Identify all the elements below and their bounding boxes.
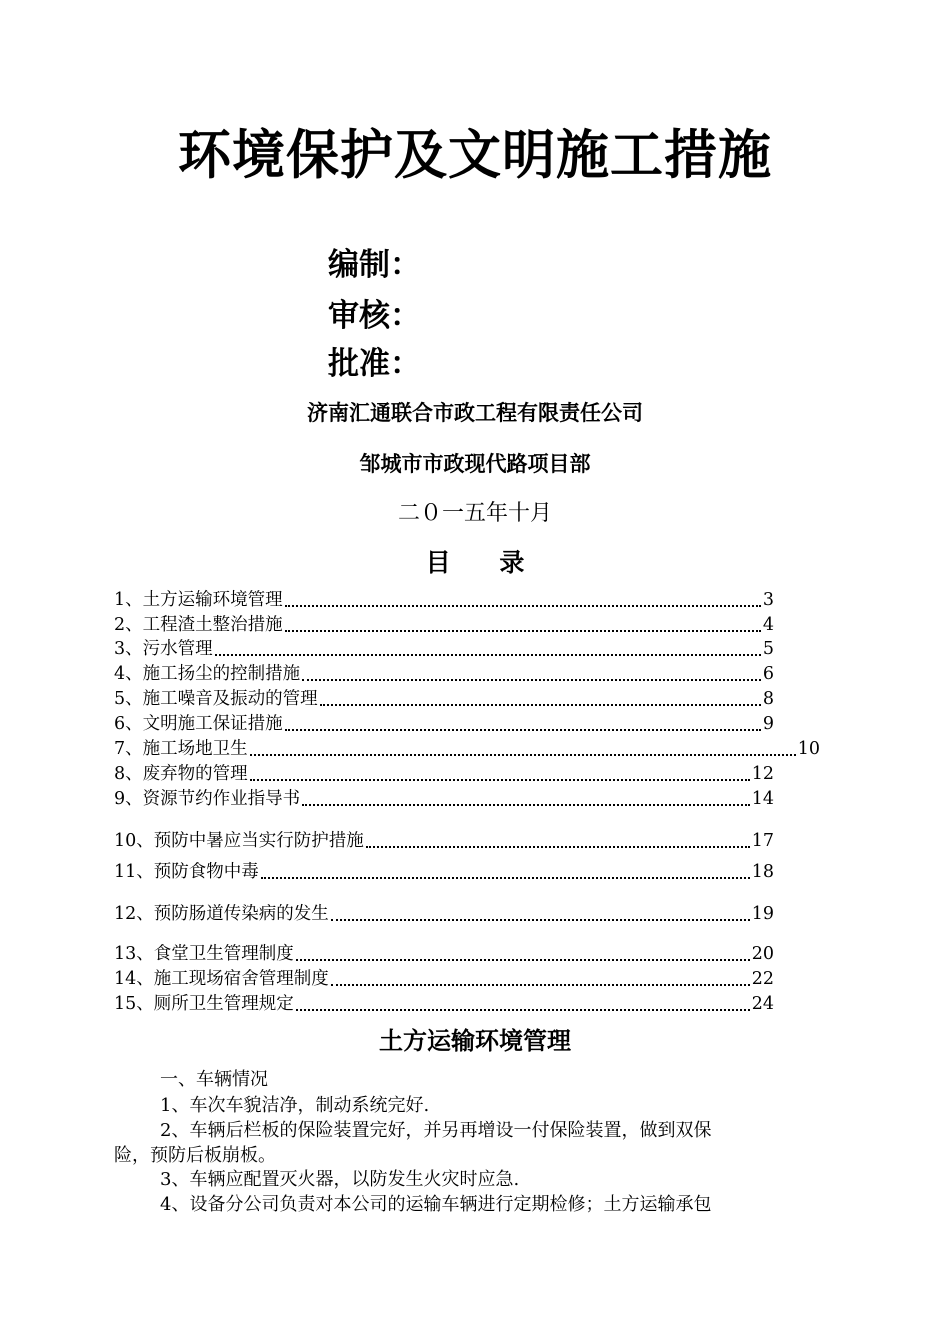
paragraph-line: 4、设备分公司负责对本公司的运输车辆进行定期检修；土方运输承包	[160, 1194, 712, 1215]
toc-entry-label: 9、资源节约作业指导书	[114, 789, 301, 809]
toc-entry-page: 3	[762, 590, 774, 610]
toc-entry[interactable]	[114, 860, 774, 884]
toc-entry-page: 12	[751, 764, 774, 784]
toc-leader-dots	[302, 667, 761, 681]
toc-entry-page: 6	[762, 664, 774, 684]
toc-entry-page: 14	[751, 789, 774, 809]
toc-entry-label: 15、厕所卫生管理规定	[114, 994, 294, 1014]
toc-leader-dots	[302, 792, 750, 806]
toc-entry[interactable]	[114, 662, 774, 686]
toc-entry-label: 8、废弃物的管理	[114, 764, 248, 784]
toc-entry-label: 12、预防肠道传染病的发生	[114, 904, 329, 924]
toc-entry-label: 6、文明施工保证措施	[114, 714, 283, 734]
toc-entry-label: 1、土方运输环境管理	[114, 590, 283, 610]
toc-entry[interactable]	[114, 902, 774, 926]
toc-leader-dots	[250, 767, 750, 781]
paragraph-line: 1、车次车貌洁净，制动系统完好.	[160, 1095, 430, 1116]
signature-compiled-label: 编制：	[328, 247, 421, 283]
toc-entry[interactable]	[114, 737, 820, 761]
toc-leader-dots	[296, 947, 750, 961]
toc-entry[interactable]	[114, 712, 774, 736]
toc-entry-label: 5、施工噪音及振动的管理	[114, 689, 318, 709]
paragraph-line: 险，预防后板崩板。	[114, 1145, 276, 1166]
toc-leader-dots	[215, 642, 761, 656]
toc-entry[interactable]	[114, 829, 774, 853]
toc-entry-label: 11、预防食物中毒	[114, 862, 259, 882]
toc-heading: 目 录	[425, 548, 525, 577]
toc-leader-dots	[250, 742, 796, 756]
toc-entry-label: 10、预防中暑应当实行防护措施	[114, 831, 364, 851]
toc-entry-page: 5	[762, 639, 774, 659]
toc-entry[interactable]	[114, 637, 774, 661]
toc-entry-page: 9	[762, 714, 774, 734]
toc-entry-label: 13、食堂卫生管理制度	[114, 944, 294, 964]
toc-entry-label: 14、施工现场宿舍管理制度	[114, 969, 329, 989]
toc-entry[interactable]	[114, 942, 774, 966]
toc-entry-label: 7、施工场地卫生	[114, 739, 248, 759]
toc-entry-label: 2、工程渣土整治措施	[114, 615, 283, 635]
toc-entry-page: 17	[751, 831, 774, 851]
toc-leader-dots	[331, 972, 750, 986]
toc-entry-page: 8	[762, 689, 774, 709]
toc-leader-dots	[320, 692, 761, 706]
toc-entry[interactable]	[114, 588, 774, 612]
toc-leader-dots	[285, 593, 761, 607]
toc-entry-label: 3、污水管理	[114, 639, 213, 659]
paragraph-line: 3、车辆应配置灭火器，以防发生火灾时应急.	[160, 1169, 520, 1190]
signature-reviewed-label: 审核：	[328, 298, 421, 334]
toc-entry-page: 4	[762, 615, 774, 635]
toc-entry-label: 4、施工扬尘的控制措施	[114, 664, 301, 684]
document-date: 二０一五年十月	[397, 501, 552, 526]
section-heading: 土方运输环境管理	[379, 1027, 571, 1055]
toc-entry-page: 20	[751, 944, 774, 964]
toc-leader-dots	[285, 618, 761, 632]
toc-entry-page: 19	[751, 904, 774, 924]
toc-leader-dots	[331, 907, 750, 921]
toc-entry-page: 10	[797, 739, 820, 759]
toc-leader-dots	[261, 865, 750, 879]
toc-entry[interactable]	[114, 967, 774, 991]
paragraph-line: 2、车辆后栏板的保险装置完好，并另再增设一付保险装置，做到双保	[160, 1120, 712, 1141]
document-title: 环境保护及文明施工措施	[178, 125, 772, 186]
signature-approved-label: 批准：	[328, 346, 421, 382]
toc-entry[interactable]	[114, 613, 774, 637]
toc-leader-dots	[366, 834, 750, 848]
toc-entry[interactable]	[114, 787, 774, 811]
toc-entry-page: 22	[751, 969, 774, 989]
toc-entry[interactable]	[114, 687, 774, 711]
section-subheading: 一、车辆情况	[160, 1069, 268, 1090]
company-name: 济南汇通联合市政工程有限责任公司	[307, 401, 643, 425]
toc-leader-dots	[296, 997, 750, 1011]
toc-entry-page: 24	[751, 994, 774, 1014]
toc-entry[interactable]	[114, 762, 774, 786]
toc-entry-page: 18	[751, 862, 774, 882]
toc-entry[interactable]	[114, 992, 774, 1016]
toc-leader-dots	[285, 717, 761, 731]
project-department: 邹城市市政现代路项目部	[359, 452, 591, 476]
